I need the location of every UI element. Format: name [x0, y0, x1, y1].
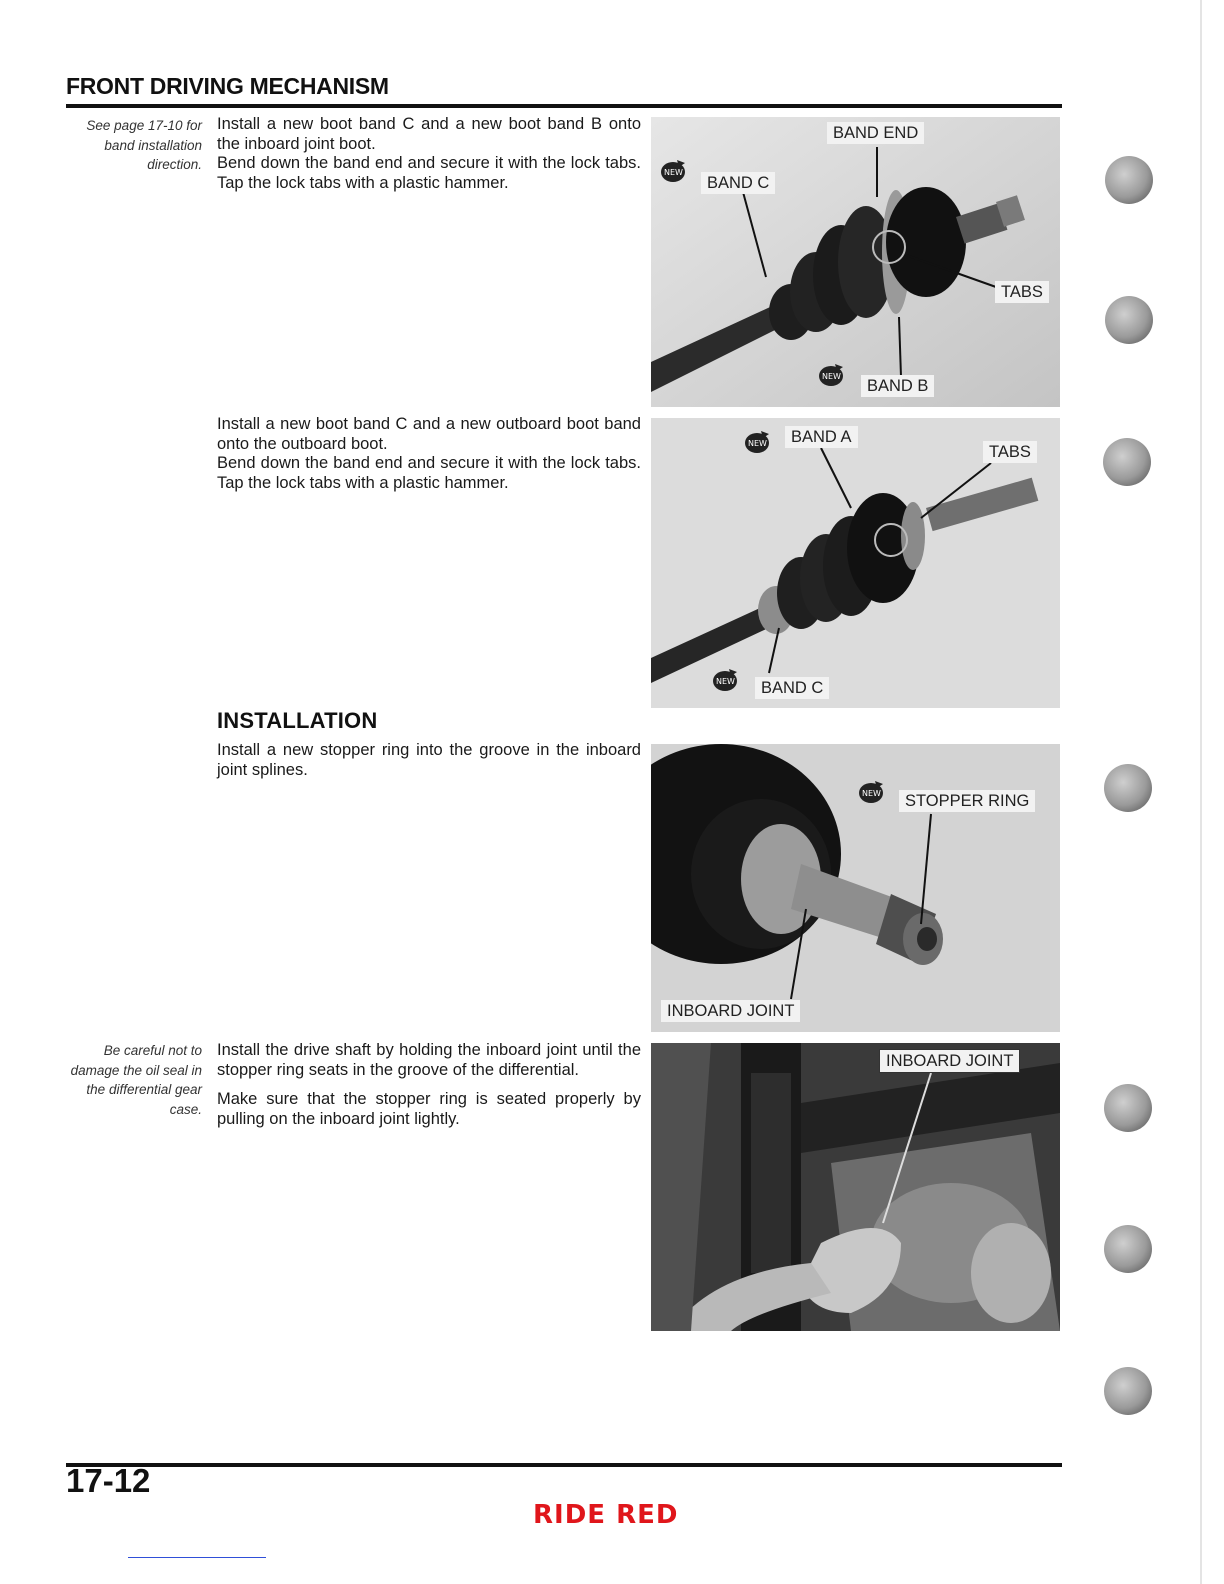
step-text: Make sure that the stopper ring is seated properly by pulling on the inboard joint lightly.	[217, 1090, 641, 1128]
page-number: 17-12	[66, 1462, 151, 1499]
label-band-end: BAND END	[827, 122, 924, 144]
step-text: Install the drive shaft by holding the inboard joint until the stopper ring seats in the groove of the differential.	[217, 1041, 641, 1079]
step-stopper-ring	[217, 741, 641, 780]
step-text: Install a new boot band C and a new boot band B onto the inboard joint boot.	[217, 115, 641, 153]
punch-hole	[1104, 1084, 1152, 1132]
section-heading: INSTALLATION	[217, 708, 378, 733]
svg-text:NEW: NEW	[716, 677, 735, 686]
punch-hole	[1104, 1367, 1152, 1415]
svg-text:NEW: NEW	[748, 439, 767, 448]
margin-note-band-direction: See page 17-10 for band installation direction.	[86, 118, 202, 172]
label-tabs: TABS	[983, 441, 1037, 463]
new-part-icon	[857, 778, 887, 806]
label-band-b: BAND B	[861, 375, 934, 397]
punch-hole	[1105, 156, 1153, 204]
footer-brand-logo: RIDE RED	[533, 1500, 679, 1530]
punch-hole	[1104, 1225, 1152, 1273]
svg-text:NEW: NEW	[664, 168, 683, 177]
label-stopper-ring: STOPPER RING	[899, 790, 1035, 812]
label-band-c: BAND C	[755, 677, 829, 699]
step-install-shaft	[217, 1041, 641, 1129]
page-edge	[1200, 0, 1202, 1584]
punch-hole	[1103, 438, 1151, 486]
svg-text:NEW: NEW	[862, 789, 881, 798]
step-text: Bend down the band end and secure it with the lock tabs. Tap the lock tabs with a plastic hammer.	[217, 454, 641, 492]
footer-rule	[66, 1463, 1062, 1467]
photo-outboard-boot	[651, 418, 1060, 708]
svg-text:NEW: NEW	[822, 372, 841, 381]
label-band-c: BAND C	[701, 172, 775, 194]
photo-shaft-installation	[651, 1043, 1060, 1331]
step-text: Install a new boot band C and a new outboard boot band onto the outboard boot.	[217, 415, 641, 453]
margin-note-oil-seal: Be careful not to damage the oil seal in the differential gear case.	[70, 1043, 202, 1117]
photo-inboard-boot	[651, 117, 1060, 407]
new-part-icon	[659, 157, 689, 185]
label-band-a: BAND A	[785, 426, 858, 448]
photo-stopper-ring	[651, 744, 1060, 1032]
footer-link-underline	[128, 1557, 266, 1558]
punch-hole	[1104, 764, 1152, 812]
new-part-icon	[817, 361, 847, 389]
step-text: Install a new stopper ring into the groove in the inboard joint splines.	[217, 741, 641, 779]
new-part-icon	[743, 428, 773, 456]
label-inboard-joint: INBOARD JOINT	[661, 1000, 800, 1022]
label-tabs: TABS	[995, 281, 1049, 303]
page-title: FRONT DRIVING MECHANISM	[66, 73, 389, 99]
punch-hole	[1105, 296, 1153, 344]
step-text: Bend down the band end and secure it with the lock tabs. Tap the lock tabs with a plastic hammer.	[217, 154, 641, 192]
new-part-icon	[711, 666, 741, 694]
step-outboard-boot-bands	[217, 415, 641, 493]
title-rule	[66, 104, 1062, 108]
step-inboard-boot-bands	[217, 115, 641, 193]
label-inboard-joint: INBOARD JOINT	[879, 1049, 1020, 1073]
